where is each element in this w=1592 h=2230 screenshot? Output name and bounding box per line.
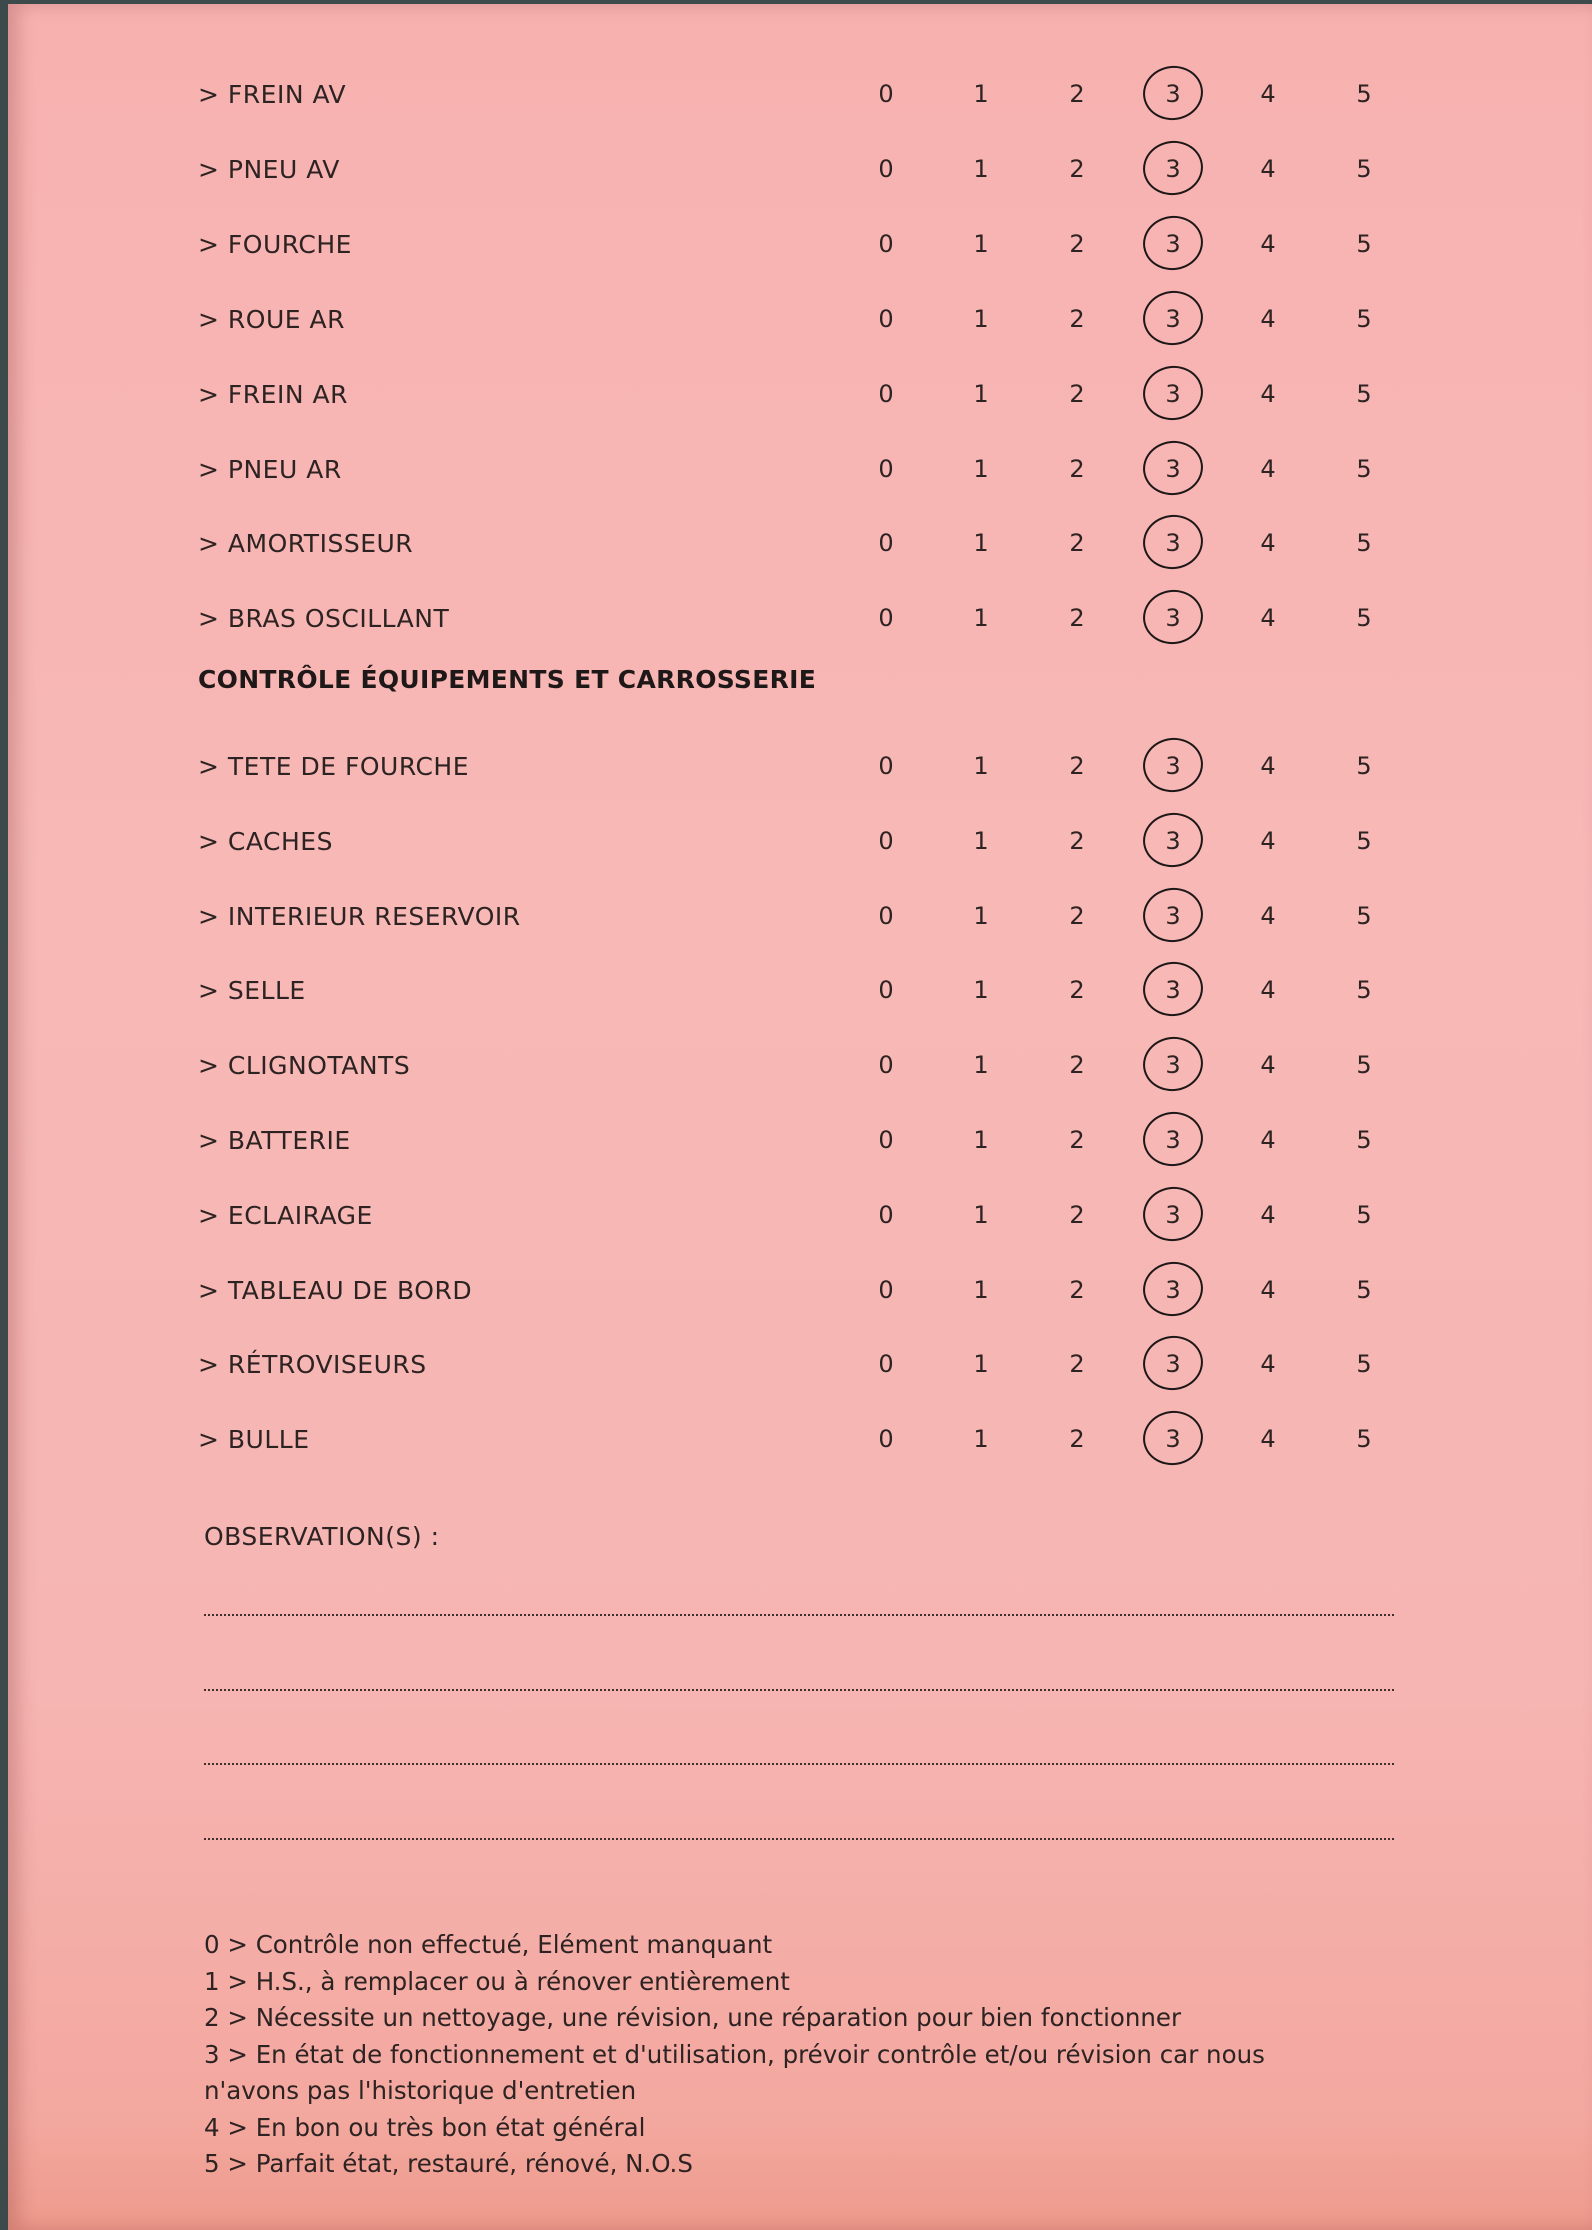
checklist-row: [8, 1110, 1592, 1170]
legend-line: 1 > H.S., à remplacer ou à rénover entièrement: [204, 1966, 790, 1996]
rating-option[interactable]: 5: [1356, 976, 1372, 1005]
rating-option[interactable]: 1: [973, 604, 989, 633]
rating-option[interactable]: 3: [1165, 976, 1181, 1005]
rating-option[interactable]: 2: [1069, 901, 1085, 930]
rating-option[interactable]: 4: [1260, 752, 1276, 780]
rating-option[interactable]: 1: [973, 976, 989, 1005]
rating-option[interactable]: 5: [1356, 529, 1372, 558]
rating-option[interactable]: 5: [1356, 826, 1372, 855]
rating-option[interactable]: 4: [1260, 529, 1276, 558]
rating-option[interactable]: 3: [1165, 1275, 1181, 1304]
rating-option[interactable]: 0: [878, 304, 894, 333]
rating-option[interactable]: 2: [1069, 1200, 1085, 1229]
legend-line: 2 > Nécessite un nettoyage, une révision, une réparation pour bien fonctionner: [204, 2003, 1182, 2032]
rating-option[interactable]: 5: [1356, 304, 1372, 333]
rating-option[interactable]: 1: [973, 304, 989, 333]
checklist-item-label: > AMORTISSEUR: [198, 529, 413, 558]
rating-option[interactable]: 0: [878, 379, 894, 408]
rating-option[interactable]: 2: [1069, 604, 1085, 633]
rating-option[interactable]: 2: [1069, 1275, 1085, 1304]
checklist-row: [8, 1334, 1592, 1394]
checklist-item-label: > RÉTROVISEURS: [198, 1350, 427, 1379]
legend-line: 0 > Contrôle non effectué, Elément manquant: [204, 1930, 773, 1959]
rating-option[interactable]: 1: [973, 529, 989, 558]
rating-option[interactable]: 1: [973, 1425, 989, 1454]
rating-option[interactable]: 3: [1165, 1051, 1181, 1080]
rating-option[interactable]: 0: [878, 229, 894, 258]
rating-option[interactable]: 0: [878, 1126, 894, 1154]
rating-option[interactable]: 5: [1356, 1200, 1372, 1229]
checklist-row: [8, 139, 1592, 199]
rating-option[interactable]: 4: [1260, 154, 1276, 183]
checklist-item-label: > CLIGNOTANTS: [198, 1051, 410, 1080]
selected-rating-circle: [1140, 586, 1207, 648]
rating-option[interactable]: 3: [1165, 304, 1181, 333]
rating-option[interactable]: 4: [1260, 976, 1276, 1005]
rating-option[interactable]: 5: [1356, 379, 1372, 408]
rating-option[interactable]: 1: [973, 454, 989, 483]
rating-option[interactable]: 5: [1356, 154, 1372, 183]
rating-option[interactable]: 0: [878, 604, 894, 633]
rating-option[interactable]: 3: [1165, 752, 1181, 780]
checklist-item-label: > SELLE: [198, 976, 306, 1005]
checklist-row: [8, 1035, 1592, 1095]
rating-option[interactable]: 5: [1356, 1275, 1372, 1304]
checklist-row: [8, 513, 1592, 573]
checklist-row: [8, 439, 1592, 499]
rating-option[interactable]: 2: [1069, 229, 1085, 258]
rating-option[interactable]: 3: [1165, 80, 1181, 108]
selected-rating-circle: [1140, 1183, 1207, 1245]
rating-option[interactable]: 0: [878, 901, 894, 930]
observations-label: OBSERVATION(S) :: [204, 1522, 440, 1551]
rating-option[interactable]: 3: [1165, 1350, 1181, 1379]
rating-option[interactable]: 5: [1356, 454, 1372, 483]
rating-option[interactable]: 3: [1165, 1126, 1181, 1154]
rating-option[interactable]: 1: [973, 826, 989, 855]
rating-option[interactable]: 0: [878, 1275, 894, 1304]
rating-option[interactable]: 1: [973, 1126, 989, 1154]
checklist-row: [8, 364, 1592, 424]
checklist-row: [8, 1409, 1592, 1469]
rating-option[interactable]: 2: [1069, 154, 1085, 183]
rating-option[interactable]: 1: [973, 80, 989, 108]
selected-rating-circle: [1140, 287, 1207, 349]
selected-rating-circle: [1140, 1332, 1207, 1394]
rating-option[interactable]: 4: [1260, 379, 1276, 408]
selected-rating-circle: [1140, 958, 1207, 1020]
observation-line[interactable]: [204, 1614, 1394, 1616]
rating-option[interactable]: 3: [1165, 454, 1181, 483]
checklist-item-label: > FREIN AR: [198, 380, 348, 409]
rating-option[interactable]: 1: [973, 1350, 989, 1379]
selected-rating-circle: [1140, 1108, 1207, 1170]
selected-rating-circle: [1140, 734, 1207, 796]
rating-option[interactable]: 5: [1356, 1126, 1372, 1154]
checklist-item-label: > FREIN AV: [198, 80, 346, 109]
rating-option[interactable]: 0: [878, 529, 894, 558]
rating-option[interactable]: 3: [1165, 529, 1181, 558]
rating-option[interactable]: 3: [1165, 154, 1181, 183]
checklist-row: [8, 886, 1592, 946]
checklist-item-label: > CACHES: [198, 827, 333, 856]
checklist-row: [8, 64, 1592, 124]
rating-option[interactable]: 0: [878, 1200, 894, 1229]
rating-option[interactable]: 1: [973, 154, 989, 183]
selected-rating-circle: [1140, 362, 1207, 424]
rating-option[interactable]: 2: [1069, 80, 1085, 108]
legend-line: 5 > Parfait état, restauré, rénové, N.O.S: [204, 2149, 693, 2178]
checklist-item-label: > TETE DE FOURCHE: [198, 752, 469, 781]
rating-option[interactable]: 2: [1069, 976, 1085, 1005]
selected-rating-circle: [1140, 437, 1207, 499]
rating-option[interactable]: 1: [973, 901, 989, 930]
rating-option[interactable]: 0: [878, 1051, 894, 1080]
rating-option[interactable]: 2: [1069, 454, 1085, 483]
checklist-sheet: [8, 4, 1592, 2230]
checklist-item-label: > TABLEAU DE BORD: [198, 1276, 472, 1305]
legend-line: 4 > En bon ou très bon état général: [204, 2112, 646, 2142]
checklist-row: [8, 289, 1592, 349]
rating-option[interactable]: 5: [1356, 1425, 1372, 1454]
selected-rating-circle: [1140, 809, 1207, 871]
rating-option[interactable]: 3: [1165, 826, 1181, 855]
rating-option[interactable]: 4: [1260, 1425, 1276, 1454]
selected-rating-circle: [1140, 62, 1207, 124]
rating-option[interactable]: 3: [1165, 379, 1181, 408]
selected-rating-circle: [1140, 1407, 1207, 1469]
selected-rating-circle: [1140, 137, 1207, 199]
rating-option[interactable]: 4: [1260, 304, 1276, 333]
rating-option[interactable]: 1: [973, 379, 989, 408]
checklist-row: [8, 1185, 1592, 1245]
rating-option[interactable]: 2: [1069, 826, 1085, 855]
rating-option[interactable]: 0: [878, 976, 894, 1005]
checklist-item-label: > PNEU AV: [198, 155, 340, 184]
rating-option[interactable]: 4: [1260, 1275, 1276, 1304]
checklist-row: [8, 1260, 1592, 1320]
rating-option[interactable]: 4: [1260, 229, 1276, 258]
rating-option[interactable]: 1: [973, 1275, 989, 1304]
checklist-item-label: > BRAS OSCILLANT: [198, 604, 449, 633]
rating-option[interactable]: 2: [1069, 752, 1085, 780]
rating-option[interactable]: 1: [973, 229, 989, 258]
rating-option[interactable]: 1: [973, 752, 989, 780]
checklist-item-label: > BATTERIE: [198, 1126, 351, 1155]
rating-option[interactable]: 1: [973, 1051, 989, 1080]
rating-option[interactable]: 2: [1069, 379, 1085, 408]
rating-option[interactable]: 5: [1356, 1051, 1372, 1080]
checklist-item-label: > FOURCHE: [198, 230, 352, 259]
rating-option[interactable]: 0: [878, 154, 894, 183]
rating-option[interactable]: 0: [878, 826, 894, 855]
selected-rating-circle: [1140, 884, 1207, 946]
rating-option[interactable]: 3: [1165, 604, 1181, 633]
rating-option[interactable]: 2: [1069, 1051, 1085, 1080]
rating-option[interactable]: 0: [878, 1425, 894, 1454]
rating-option[interactable]: 4: [1260, 1126, 1276, 1154]
selected-rating-circle: [1140, 212, 1207, 274]
rating-option[interactable]: 4: [1260, 604, 1276, 633]
checklist-item-label: > BULLE: [198, 1425, 310, 1454]
rating-option[interactable]: 3: [1165, 901, 1181, 930]
rating-option[interactable]: 2: [1069, 1425, 1085, 1454]
checklist-row: [8, 811, 1592, 871]
observation-line[interactable]: [204, 1838, 1394, 1840]
rating-option[interactable]: 4: [1260, 1350, 1276, 1379]
rating-option[interactable]: 5: [1356, 901, 1372, 930]
checklist-row: [8, 960, 1592, 1020]
legend-line: n'avons pas l'historique d'entretien: [204, 2076, 637, 2105]
rating-legend: [204, 1927, 1404, 2183]
checklist-item-label: > INTERIEUR RESERVOIR: [198, 902, 521, 931]
rating-option[interactable]: 4: [1260, 1200, 1276, 1229]
rating-option[interactable]: 2: [1069, 1350, 1085, 1379]
section-title: CONTRÔLE ÉQUIPEMENTS ET CARROSSERIE: [198, 665, 817, 694]
rating-option[interactable]: 1: [973, 1200, 989, 1229]
observation-line[interactable]: [204, 1763, 1394, 1765]
rating-option[interactable]: 5: [1356, 752, 1372, 780]
selected-rating-circle: [1140, 1258, 1207, 1320]
rating-option[interactable]: 4: [1260, 454, 1276, 483]
checklist-item-label: > ROUE AR: [198, 305, 345, 334]
rating-option[interactable]: 0: [878, 454, 894, 483]
selected-rating-circle: [1140, 1033, 1207, 1095]
rating-option[interactable]: 5: [1356, 604, 1372, 633]
rating-option[interactable]: 5: [1356, 1350, 1372, 1379]
checklist-row: [8, 736, 1592, 796]
rating-option[interactable]: 4: [1260, 80, 1276, 108]
selected-rating-circle: [1140, 511, 1207, 573]
checklist-row: [8, 588, 1592, 648]
legend-line: 3 > En état de fonctionnement et d'utilisation, prévoir contrôle et/ou révision car nous: [204, 2039, 1265, 2069]
rating-option[interactable]: 5: [1356, 80, 1372, 108]
rating-option[interactable]: 0: [878, 1350, 894, 1379]
rating-option[interactable]: 4: [1260, 826, 1276, 855]
rating-option[interactable]: 0: [878, 80, 894, 108]
rating-option[interactable]: 5: [1356, 229, 1372, 258]
rating-option[interactable]: 2: [1069, 529, 1085, 558]
checklist-row: [8, 214, 1592, 274]
rating-option[interactable]: 2: [1069, 1126, 1085, 1154]
observation-line[interactable]: [204, 1689, 1394, 1691]
rating-option[interactable]: 2: [1069, 304, 1085, 333]
checklist-item-label: > ECLAIRAGE: [198, 1201, 373, 1230]
rating-option[interactable]: 4: [1260, 1051, 1276, 1080]
rating-option[interactable]: 0: [878, 752, 894, 780]
checklist-item-label: > PNEU AR: [198, 455, 342, 484]
rating-option[interactable]: 3: [1165, 1200, 1181, 1229]
rating-option[interactable]: 3: [1165, 1425, 1181, 1454]
rating-option[interactable]: 3: [1165, 229, 1181, 258]
rating-option[interactable]: 4: [1260, 901, 1276, 930]
